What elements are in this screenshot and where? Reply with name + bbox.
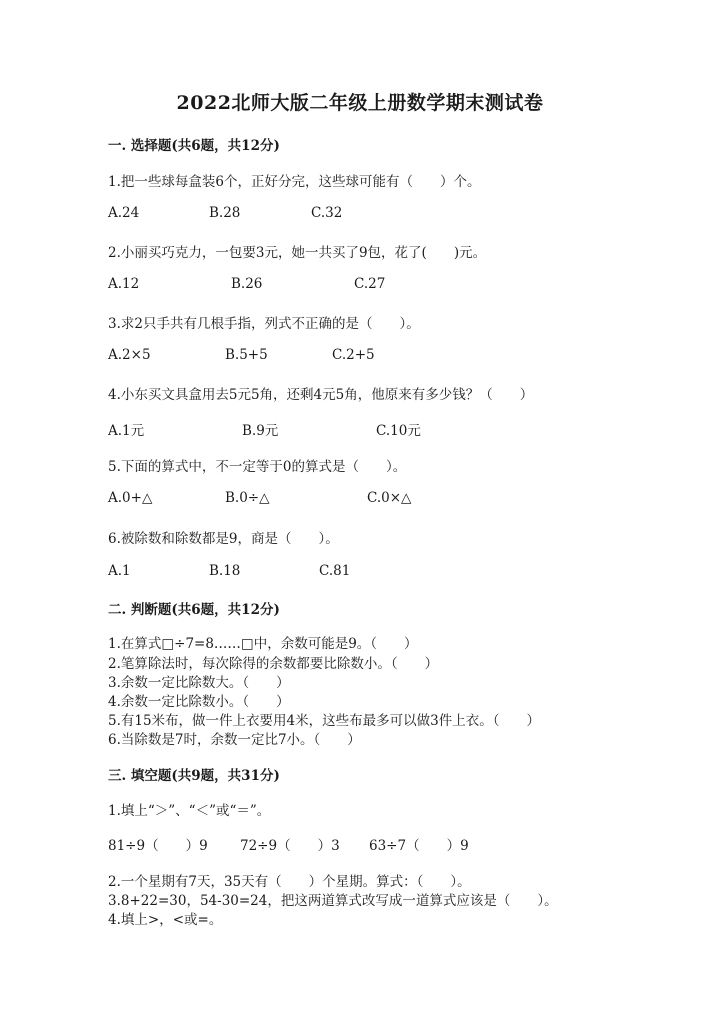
question-stem: 5.下面的算式中，不一定等于0的算式是（ ）。	[108, 459, 407, 475]
section-heading-fill-in: 三. 填空题(共9题，共31分)	[108, 768, 280, 784]
option-b: B.5+5	[225, 347, 268, 363]
option-a: A.1	[108, 563, 131, 579]
question-stem: 1.填上“＞”、“＜”或“＝”。	[108, 803, 271, 819]
section-heading-judgement: 二. 判断题(共6题，共12分)	[108, 602, 280, 618]
section-heading-choice: 一. 选择题(共6题，共12分)	[108, 138, 280, 154]
list-item: 4.余数一定比除数小。（ ）	[108, 694, 290, 710]
option-a: A.1元	[108, 423, 145, 439]
list-item: 3.8+22=30，54-30=24，把这两道算式改写成一道算式应该是（ ）。	[108, 893, 558, 909]
option-a: A.24	[108, 205, 140, 221]
option-b: B.28	[209, 205, 241, 221]
option-b: B.0÷△	[225, 490, 270, 506]
option-a: A.2×5	[108, 347, 151, 363]
option-c: C.32	[311, 205, 343, 221]
question-stem: 1.把一些球每盒装6个，正好分完，这些球可能有（ ）个。	[108, 174, 481, 190]
option-a: A.12	[108, 276, 140, 292]
question-stem: 6.被除数和除数都是9，商是（ ）。	[108, 531, 339, 547]
list-item: 2.一个星期有7天，35天有（ ）个星期。算式：（ ）。	[108, 874, 471, 890]
list-item: 3.余数一定比除数大。（ ）	[108, 675, 290, 691]
option-b: B.26	[231, 276, 263, 292]
option-c: C.0×△	[367, 490, 412, 506]
list-item: 6.当除数是7时，余数一定比7小。（ ）	[108, 732, 361, 748]
question-stem: 2.小丽买巧克力，一包要3元，她一共买了9包，花了( )元。	[108, 245, 487, 261]
list-item: 2.笔算除法时，每次除得的余数都要比除数小。（ ）	[108, 656, 439, 672]
option-b: B.18	[209, 563, 241, 579]
option-c: C.27	[354, 276, 386, 292]
list-item: 1.在算式□÷7=8……□中，余数可能是9。（ ）	[108, 636, 418, 652]
comparison-item: 72÷9（ ）3	[240, 838, 340, 854]
option-c: C.81	[319, 563, 351, 579]
list-item: 5.有15米布，做一件上衣要用4米，这些布最多可以做3件上衣。（ ）	[108, 713, 540, 729]
page-title: 2022北师大版二年级上册数学期末测试卷	[176, 92, 544, 114]
question-stem: 3.求2只手共有几根手指，列式不正确的是（ ）。	[108, 316, 420, 332]
option-c: C.10元	[376, 423, 421, 439]
option-a: A.0+△	[108, 490, 153, 506]
list-item: 4.填上>，<或=。	[108, 912, 223, 928]
option-b: B.9元	[242, 423, 279, 439]
question-stem: 4.小东买文具盒用去5元5角，还剩4元5角，他原来有多少钱？（ ）	[108, 387, 534, 403]
comparison-item: 63÷7（ ）9	[369, 838, 469, 854]
option-c: C.2+5	[332, 347, 375, 363]
comparison-item: 81÷9（ ）9	[108, 838, 208, 854]
